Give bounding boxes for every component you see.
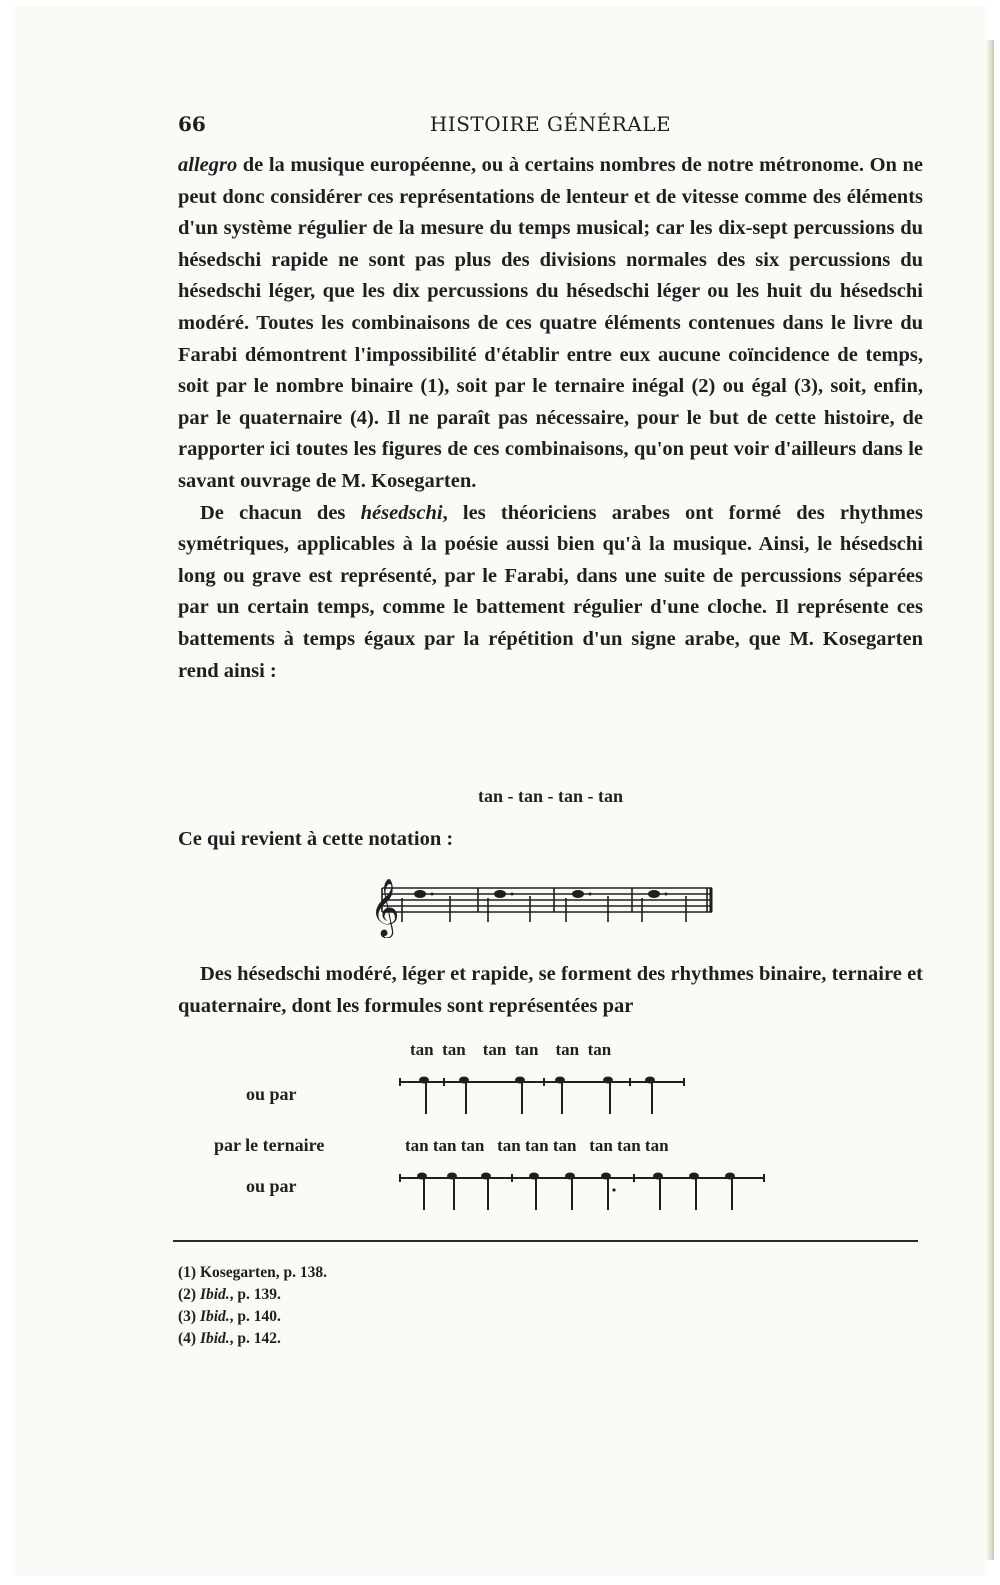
- paragraph-1-text: de la musique européenne, ou à certains nombres de notre métronome. On ne peut donc considérer ces représentations de lenteur et de vitesse comme des éléments d'un système régulier de la mesure du temps musical; car les dix-sept percussions du hésedschi rapide ne sont pas plus des divisions normales des six percussions du hésedschi léger, que les dix percussions du hésedschi léger ou les huit du hésedschi modéré. Toutes les combinaisons de ces quatre éléments contenues dans le livre du Farabi démontrent l'impossibilité d'établir entre eux aucune coïncidence de temps, soit par le nombre binaire (1), soit par le ternaire inégal (2) ou égal (3), soit, enfin, par le quaternaire (4). Il ne paraît pas nécessaire, pour le but de cette histoire, de rapporter ici toutes les figures de ces combinaisons, qu'on peut voir d'ailleurs dans le savant ouvrage de M. Kosegarten.: [178, 154, 923, 492]
- italic-hesedschi: hésedschi: [360, 501, 443, 524]
- page-header: [178, 112, 923, 138]
- label-par-le-ternaire: par le ternaire: [214, 1135, 325, 1155]
- label-ou-par-2: ou par: [246, 1176, 297, 1196]
- footnote-1: (1) Kosegarten, p. 138.: [178, 1264, 327, 1281]
- ternary-rhythm-figure: [398, 1168, 770, 1216]
- footnote-rule: [173, 1240, 918, 1242]
- label-ou-par: ou par: [246, 1084, 297, 1104]
- italic-term: allegro: [178, 154, 238, 176]
- footnote-4: (4) Ibid., p. 142.: [178, 1330, 281, 1347]
- music-staff-notation: [368, 874, 728, 938]
- notation-intro: Ce qui revient à cette notation :: [178, 828, 454, 850]
- footnote-2: (2) Ibid., p. 139.: [178, 1286, 281, 1303]
- page-edge-shadow: [986, 40, 994, 1560]
- paragraph-2-text: , les théoriciens arabes ont formé des rhythmes symétriques, applicables à la poésie aussi bien qu'à la musique. Ainsi, le hésedschi long ou grave est représenté, par le Farabi, dans une suite de percussions séparées par un certain temps, comme le battement régulier d'une cloche. Il représente ces battements à temps égaux par la répétition d'un signe arabe, que M. Kosegarten rend ainsi :: [178, 501, 923, 682]
- svg-text:𝄞: 𝄞: [370, 878, 400, 936]
- paragraph-3: Des hésedschi modéré, léger et rapide, se forment des rhythmes binaire, ternaire et quaternaire, dont les formules sont représentées par: [178, 963, 923, 1017]
- binary-rhythm-figure: [398, 1072, 688, 1120]
- tan-line: tan - tan - tan - tan: [477, 786, 623, 806]
- footnote-3: (3) Ibid., p. 140.: [178, 1308, 281, 1325]
- footnotes: [178, 1262, 327, 1350]
- binary-tan-row: tan tan tan tan tan tan: [410, 1040, 612, 1059]
- page-number: 66: [178, 112, 206, 136]
- paragraph-1: [178, 150, 923, 687]
- ternary-tan-row: tan tan tan tan tan tan tan tan tan: [405, 1136, 669, 1155]
- paragraph-2: [178, 498, 923, 688]
- paragraph-2-start: De chacun des: [200, 501, 361, 524]
- running-head: HISTOIRE GÉNÉRALE: [429, 112, 672, 136]
